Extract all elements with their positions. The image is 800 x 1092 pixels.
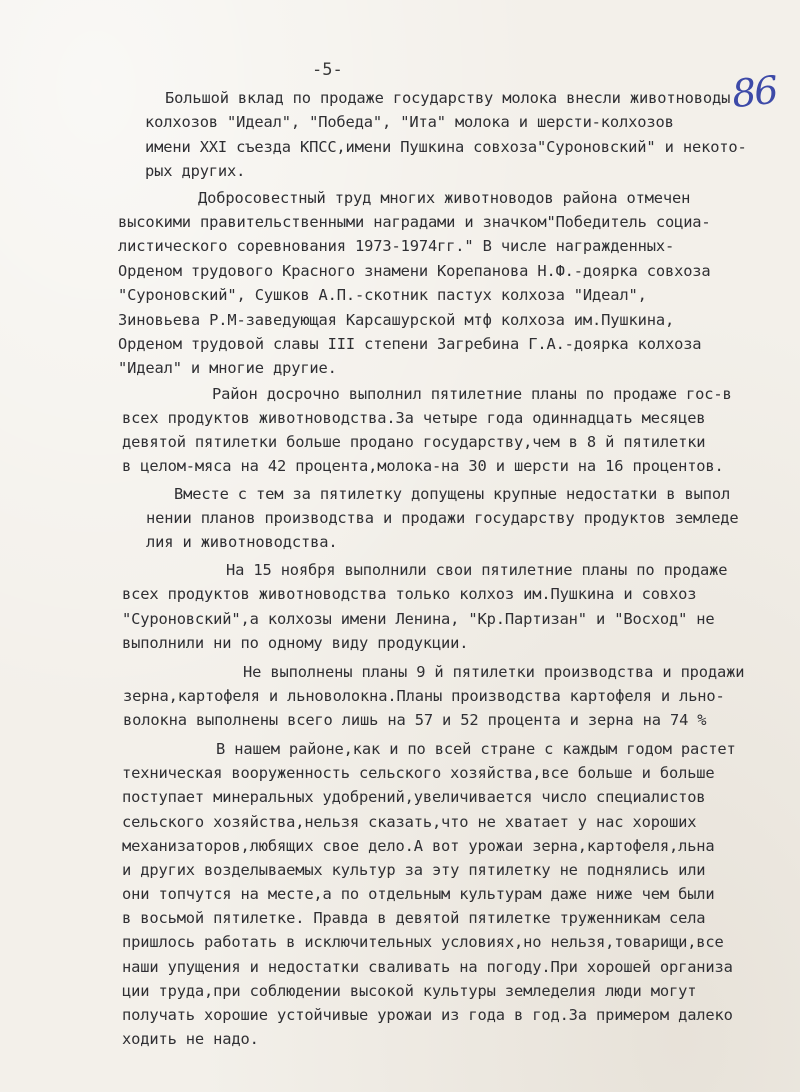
- text-line: Добросовестный труд многих животноводов района отмечен: [198, 189, 691, 207]
- text-line: колхозов "Идеал", "Победа", "Ита" молока и шерсти-колхозов: [145, 113, 674, 131]
- text-line: Район досрочно выполнил пятилетние планы по продаже гос-в: [212, 385, 732, 403]
- text-line: лия и животноводства.: [146, 533, 338, 551]
- text-line: наши упущения и недостатки сваливать на погоду.При хорошей организа: [122, 958, 733, 976]
- text-line: ции труда,при соблюдении высокой культуры земледелия люди могут: [122, 982, 697, 1000]
- text-line: механизаторов,любящих свое дело.А вот урожаи зерна,картофеля,льна: [122, 837, 715, 855]
- text-line: На 15 ноября выполнили свои пятилетние планы по продаже: [226, 561, 728, 579]
- text-line: всех продуктов животноводства.За четыре года одиннадцать месяцев: [122, 409, 706, 427]
- text-line: Орденом трудового Красного знамени Корепанова Н.Ф.-доярка совхоза: [118, 262, 711, 280]
- text-line: всех продуктов животноводства только колхоз им.Пушкина и совхоз: [122, 585, 697, 603]
- text-line: Не выполнены планы 9 й пятилетки производства и продажи: [243, 663, 745, 681]
- archive-folio-number: 86: [729, 67, 779, 117]
- text-line: рых других.: [145, 162, 246, 180]
- text-line: "Идеал" и многие другие.: [118, 359, 337, 377]
- text-line: зерна,картофеля и льноволокна.Планы производства картофеля и льно-: [123, 687, 725, 705]
- text-line: в восьмой пятилетке. Правда в девятой пятилетке труженникам села: [122, 909, 706, 927]
- text-line: Орденом трудовой славы III степени Загребина Г.А.-доярка колхоза: [118, 335, 702, 353]
- text-line: "Суроновский",а колхозы имени Ленина, "Кр.Партизан" и "Восход" не: [122, 610, 715, 628]
- text-line: Вместе с тем за пятилетку допущены крупные недостатки в выпол: [174, 485, 731, 503]
- text-line: имени XXI съезда КПСС,имени Пушкина совхоза"Суроновский" и некото-: [145, 138, 747, 156]
- text-line: В нашем районе,как и по всей стране с каждым годом растет: [216, 740, 736, 758]
- text-line: пришлось работать в исключительных условиях,но нельзя,товарищи,все: [122, 933, 724, 951]
- text-line: ходить не надо.: [122, 1030, 259, 1048]
- text-line: нении планов производства и продажи государству продуктов земледе: [146, 509, 739, 527]
- text-line: и других возделываемых культур за эту пятилетку не поднялись или: [122, 861, 706, 879]
- text-line: они топчутся на месте,а по отдельным культурам даже ниже чем были: [122, 885, 715, 903]
- text-line: Зиновьева Р.М-заведующая Карсашурской мтф колхоза им.Пушкина,: [118, 311, 675, 329]
- text-line: сельского хозяйства,нельзя сказать,что не хватает у нас хороших: [122, 813, 697, 831]
- text-line: техническая вооруженность сельского хозяйства,все больше и больше: [122, 764, 715, 782]
- text-line: поступает минеральных удобрений,увеличивается число специалистов: [122, 788, 706, 806]
- text-line: "Суроновский", Сушков А.П.-скотник пастух колхоза "Идеал",: [118, 286, 647, 304]
- text-line: получать хорошие устойчивые урожаи из года в год.За примером далеко: [122, 1006, 733, 1024]
- text-line: девятой пятилетки больше продано государству,чем в 8 й пятилетки: [122, 433, 706, 451]
- text-line: высокими правительственными наградами и значком"Победитель социа-: [118, 213, 711, 231]
- page-number: -5-: [312, 60, 343, 80]
- text-line: выполнили ни по одному виду продукции.: [122, 634, 469, 652]
- text-line: волокна выполнены всего лишь на 57 и 52 процента и зерна на 74 %: [123, 711, 707, 729]
- text-line: в целом-мяса на 42 процента,молока-на 30 и шерсти на 16 процентов.: [122, 457, 724, 475]
- text-line: листического соревнования 1973-1974гг." В числе награжденных-: [118, 237, 675, 255]
- text-line: Большой вклад по продаже государству молока внесли животноводы: [165, 89, 731, 107]
